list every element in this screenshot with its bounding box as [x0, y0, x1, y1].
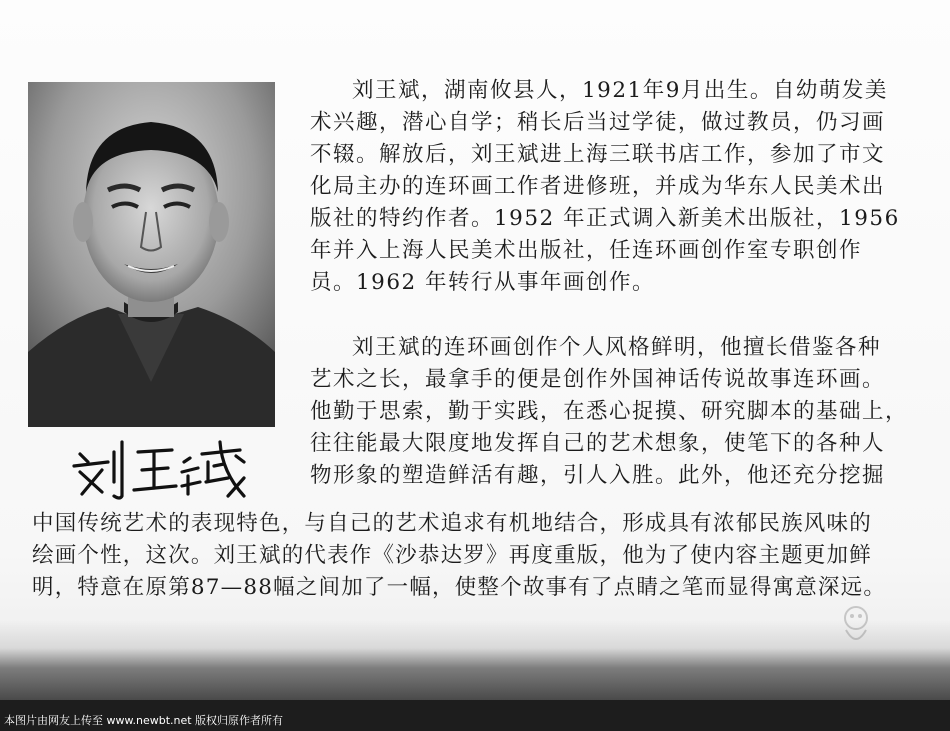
text-line: 他勤于思索，勤于实践，在悉心捉摸、研究脚本的基础上， [310, 399, 909, 424]
text-line: 不辍。解放后，刘王斌进上海三联书店工作，参加了市文 [310, 142, 886, 167]
biography-paragraph-2-wide [32, 508, 886, 604]
text-line: 往往能最大限度地发挥自己的艺术想象，使笔下的各种人 [310, 431, 886, 456]
biography-paragraph-1 [352, 75, 888, 107]
text-line: 化局主办的连环画工作者进修班，并成为华东人民美术出 [310, 174, 886, 199]
page-curl-shadow [0, 620, 950, 700]
text-line: 员。1962 年转行从事年画创作。 [310, 270, 656, 295]
text-line: 绘画个性，这次。刘王斌的代表作《沙恭达罗》再度重版，他为了使内容主题更加鲜 [32, 543, 872, 568]
biography-paragraph-2-cont [310, 364, 908, 492]
portrait-photo [28, 82, 275, 427]
text-line: 物形象的塑造鲜活有趣，引人入胜。此外，他还充分挖掘 [310, 463, 886, 488]
footer-copyright: 本图片由网友上传至 www.newbt.net 版权归原作者所有 [4, 714, 284, 727]
text-line: 年并入上海人民美术出版社，任连环画创作室专职创作 [310, 238, 863, 263]
text-line: 艺术之长，最拿手的便是创作外国神话传说故事连环画。 [310, 367, 886, 392]
text-line: 明，特意在原第87—88幅之间加了一幅，使整个故事有了点睛之笔而显得寓意深远。 [32, 575, 887, 600]
text-line: 术兴趣，潜心自学；稍长后当过学徒，做过教员，仍习画 [310, 110, 886, 135]
text-line: 刘王斌，湖南攸县人，1921年9月出生。自幼萌发美 [352, 78, 888, 103]
mascot-watermark-icon [838, 604, 874, 650]
text-line: 刘王斌的连环画创作个人风格鲜明，他擅长借鉴各种 [352, 335, 882, 360]
biography-paragraph-1-cont [310, 107, 900, 299]
biography-paragraph-2 [352, 332, 881, 364]
text-line: 版社的特约作者。1952 年正式调入新美术出版社，1956 [310, 206, 900, 231]
signature-handwriting [68, 432, 248, 502]
text-line: 中国传统艺术的表现特色，与自己的艺术追求有机地结合，形成具有浓郁民族风味的 [32, 511, 872, 536]
